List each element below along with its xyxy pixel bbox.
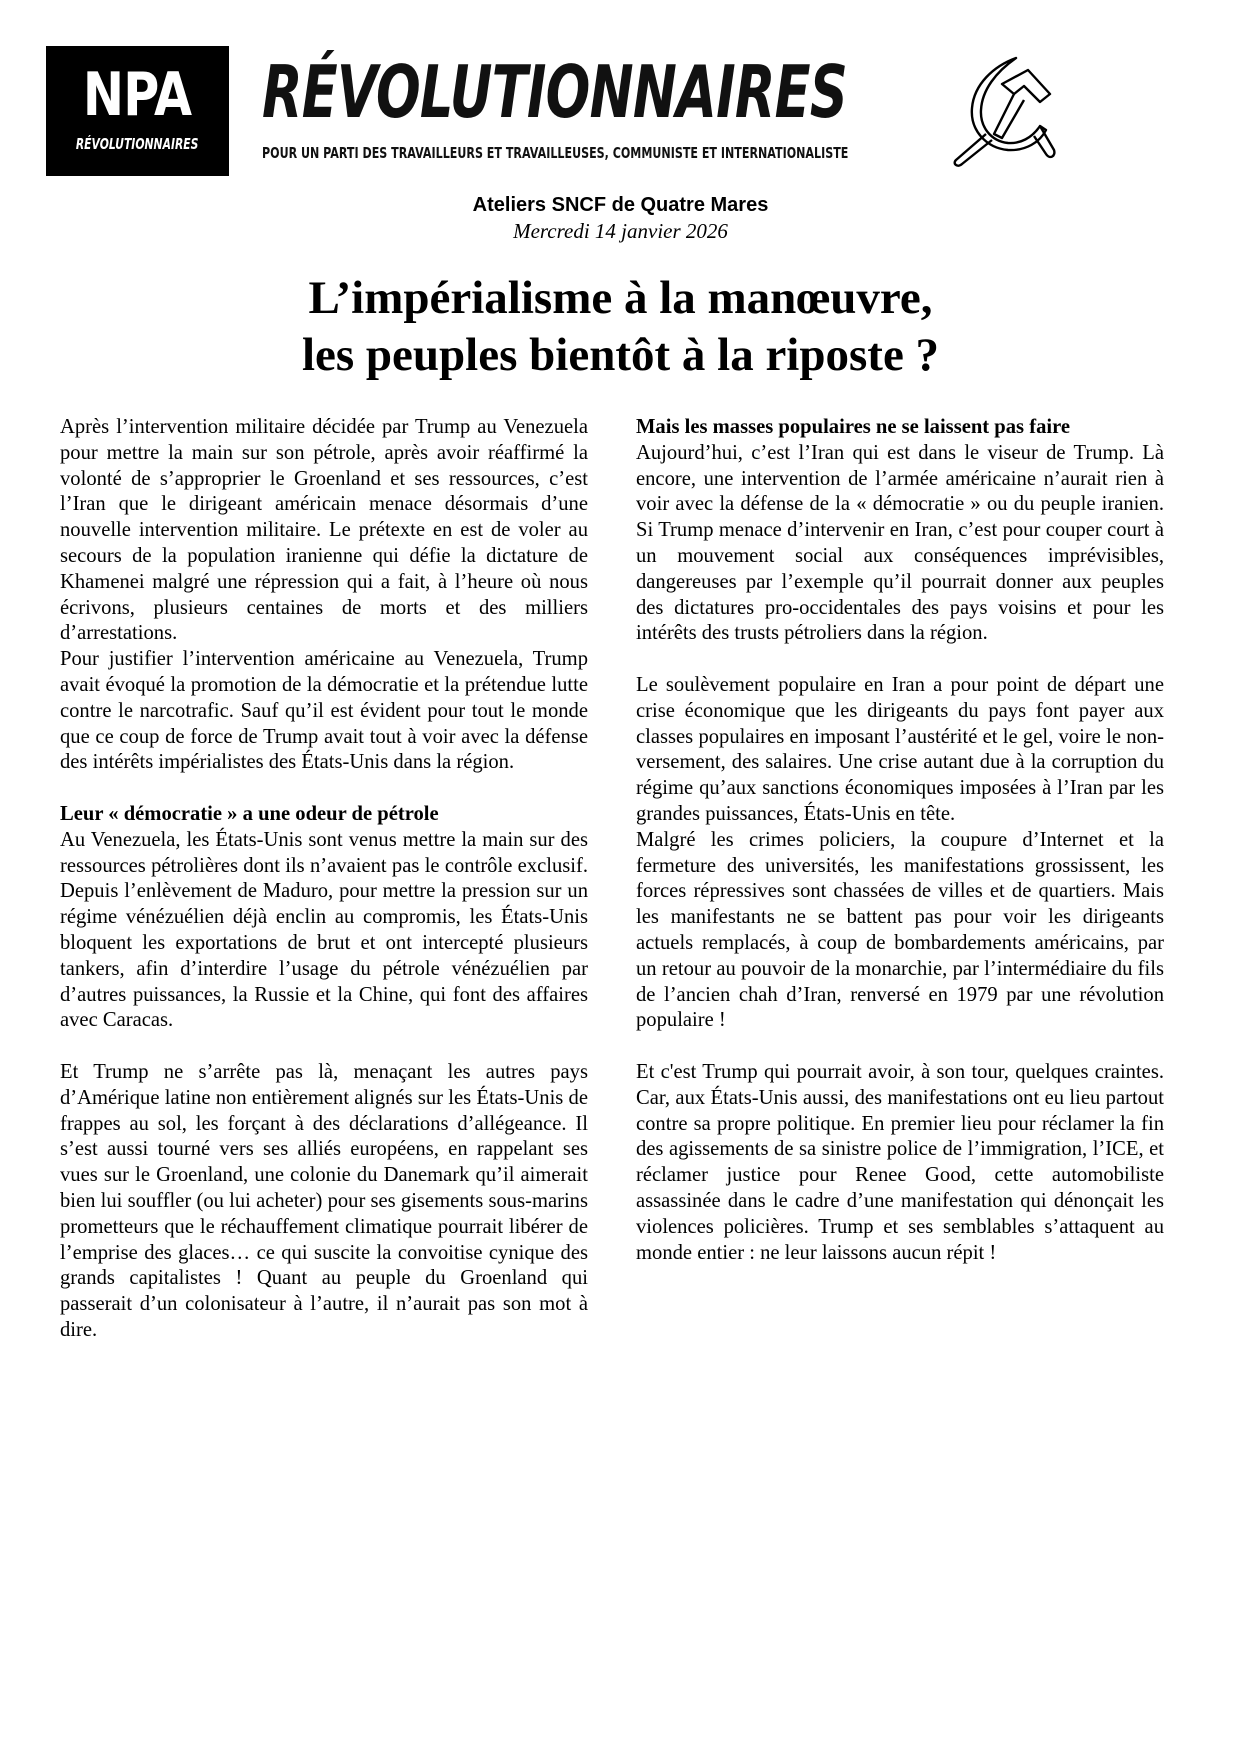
paragraph: Et Trump ne s’arrête pas là, menaçant les autres pays d’Amérique latine non entièrement alignés sur les États-Unis de frappes au sol, les forçant à des déclarations d’allégeance. Il s’est aussi tourné vers ses alliés européens, en rappelant ses vues sur le Groenland, une colonie du Danemark qu’il aimerait bien lui souffler (ou lui acheter) pour ses gisements sous-marins prometteurs que le réchauffement climatique pourrait libérer de l’emprise des glaces… ce qui suscite la convoitise cynique des grands capitalistes ! Quant au peuple du Groenland qui passerait d’un colonisateur à l’autre, il n’aurait pas son mot à dire. <box>60 1060 588 1341</box>
right-column <box>636 415 1164 1266</box>
masthead <box>262 52 892 162</box>
page-title <box>0 270 1241 384</box>
npa-logo-text: NPA <box>83 60 192 130</box>
paragraph: Le soulèvement populaire en Iran a pour point de départ une crise économique que les dirigeants du pays font payer aux classes populaires en imposant l’austérité et le gel, voire le non-versement, des salaires. Une crise autant due à la corruption du régime qu’aux sanctions économiques imposées à l’Iran par les grandes puissances, États-Unis en tête. <box>636 673 1164 825</box>
section-heading: Leur « démocratie » a une odeur de pétrole <box>60 802 439 825</box>
workplace-name: Ateliers SNCF de Quatre Mares <box>472 194 769 216</box>
hammer-and-sickle-icon <box>936 50 1064 168</box>
masthead-subtitle: POUR UN PARTI DES TRAVAILLEURS ET TRAVAILLEUSES, COMMUNISTE ET INTERNATIONALISTE <box>262 144 849 162</box>
left-column <box>60 415 588 1344</box>
masthead-title: RÉVOLUTIONNAIRES <box>262 50 847 134</box>
title-line-1: L’impérialisme à la manœuvre, <box>308 272 933 324</box>
paragraph: Malgré les crimes policiers, la coupure d’Internet et la fermeture des universités, les manifestations grossissent, les forces répressives sont chassées de villes et de quartiers. Mais les manifestants ne se battent pas pour voir les dirigeants actuels remplacés, à coup de bombardements américains, par un retour au pouvoir de la monarchie, par l’intermédiaire du fils de l’ancien chah d’Iran, renversé en 1979 par une révolution populaire ! <box>636 828 1164 1032</box>
publication-date: Mercredi 14 janvier 2026 <box>513 219 728 243</box>
paragraph: Pour justifier l’intervention américaine au Venezuela, Trump avait évoqué la promotion de la démocratie et la prétendue lutte contre le narcotrafic. Sauf qu’il est évident pour tout le monde que ce coup de force de Trump avait tout à voir avec la défense des intérêts impérialistes des États-Unis dans la région. <box>60 648 588 774</box>
title-line-2: les peuples bientôt à la riposte ? <box>301 329 940 381</box>
npa-logo-subtext: RÉVOLUTIONNAIRES <box>76 135 199 153</box>
paragraph: Aujourd’hui, c’est l’Iran qui est dans le viseur de Trump. Là encore, une intervention de l’armée américaine n’aurait rien à voir avec la défense de la « démocratie » ou du peuple iranien. Si Trump menace d’intervenir en Iran, c’est pour couper court à un mouvement social aux conséquences imprévisibles, dangereuses par l’exemple qu’il pourrait donner aux peuples des dictatures pro-occidentales des pays voisins et pour les intérêts des trusts pétroliers dans la région. <box>636 441 1164 645</box>
paragraph: Au Venezuela, les États-Unis sont venus mettre la main sur des ressources pétrolières dont ils n’avaient pas le contrôle exclusif. Depuis l’enlèvement de Maduro, pour mettre la pression sur un régime vénézuélien déjà enclin au compromis, les États-Unis bloquent les exportations de brut et ont intercepté plusieurs tankers, afin d’interdire l’usage du pétrole vénézuélien par d’autres puissances, la Russie et la Chine, qui font des affaires avec Caracas. <box>60 828 588 1032</box>
paragraph: Après l’intervention militaire décidée par Trump au Venezuela pour mettre la main sur son pétrole, après avoir réaffirmé la volonté de s’approprier le Groenland et ses ressources, c’est l’Iran que le dirigeant américain menace désormais d’une nouvelle intervention militaire. Le prétexte en est de voler au secours de la population iranienne qui défie la dictature de Khamenei malgré une répression qui a fait, à l’heure où nous écrivons, plusieurs centaines de morts et des milliers d’arrestations. <box>60 416 588 645</box>
paragraph: Et c'est Trump qui pourrait avoir, à son tour, quelques craintes. Car, aux États-Unis aussi, des manifestations ont eu lieu partout contre sa propre politique. En premier lieu pour réclamer la fin des agissements de sa sinistre police de l’immigration, l’ICE, et réclamer justice pour Renee Good, cette automobiliste assassinée dans le cadre d’une manifestation qui dénonçait les violences policières. Trump et ses semblables s’attaquent au monde entier : ne leur laissons aucun répit ! <box>636 1060 1164 1264</box>
section-heading: Mais les masses populaires ne se laissent pas faire <box>636 416 1071 438</box>
npa-logo <box>46 46 229 176</box>
